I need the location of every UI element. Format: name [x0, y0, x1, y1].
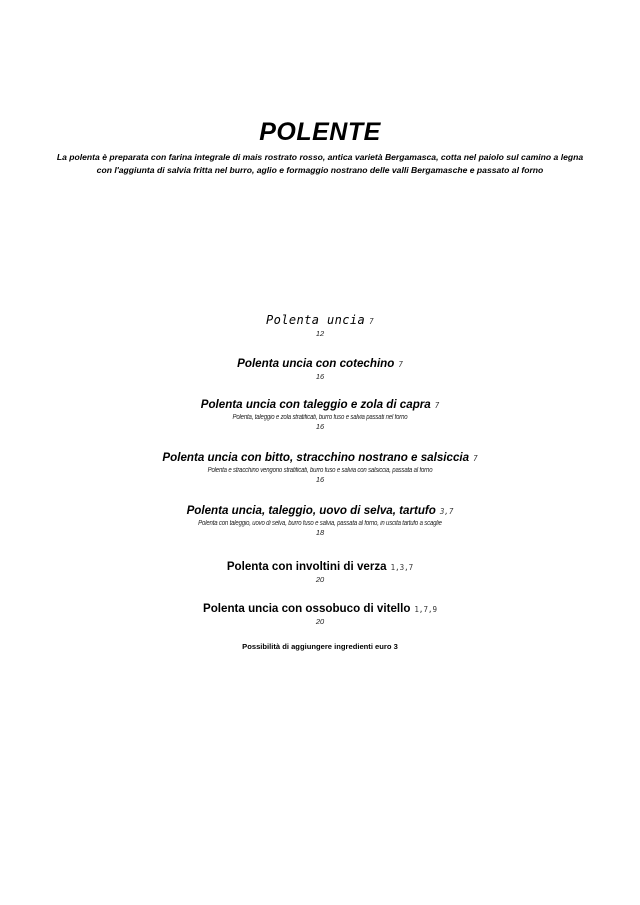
menu-item-price: 20 [315, 617, 325, 626]
menu-item-name [0, 601, 640, 617]
menu-item-involtini-verza [0, 559, 640, 584]
extra-ingredients-note: Possibilità di aggiungere ingredienti euro 3 [242, 642, 398, 651]
allergen-codes: 7 [398, 360, 403, 369]
allergen-codes: 7 [369, 317, 375, 326]
page-title: POLENTE [259, 118, 381, 146]
menu-item-bitto-stracchino [0, 450, 640, 484]
item-name-text: Polenta uncia [265, 313, 366, 327]
menu-item-cotechino [0, 356, 640, 381]
menu-item-description: Polenta con taleggio, uovo di selva, burro fuso e salvia, passata al forno, in uscita tartufo a scaglie [198, 520, 442, 527]
item-name-text: Polenta uncia con ossobuco di vitello [202, 602, 411, 615]
intro-text [40, 151, 600, 176]
item-name-text: Polenta con involtini di verza [226, 560, 387, 573]
intro-line-2: con l'aggiunta di salvia fritta nel burro, aglio e formaggio nostrano delle valli Bergamasche e passato al forno [96, 164, 544, 175]
menu-item-tartufo [0, 503, 640, 537]
menu-item-description: Polenta e stracchino vengono stratificati, burro fuso e salvia con salsiccia, passata al forno [207, 467, 433, 474]
menu-item-price: 18 [315, 528, 325, 537]
menu-item-price: 16 [315, 422, 325, 431]
allergen-codes: 1,7,9 [414, 605, 437, 614]
allergen-codes: 3,7 [439, 507, 454, 516]
menu-item-price: 20 [315, 575, 325, 584]
menu-item-taleggio-zola [0, 397, 640, 431]
allergen-codes: 1,3,7 [390, 563, 414, 572]
menu-item-name [0, 356, 640, 372]
allergen-codes: 7 [473, 454, 478, 463]
menu-item-description: Polenta, taleggio e zola stratificati, burro fuso e salvia passati nel forno [232, 414, 408, 421]
menu-item-ossobuco [0, 601, 640, 626]
menu-item-price: 16 [315, 372, 325, 381]
allergen-codes: 7 [434, 401, 440, 410]
menu-item-polenta-uncia [0, 313, 640, 338]
menu-item-price: 16 [315, 475, 325, 484]
menu-item-name [0, 503, 640, 519]
intro-line-1: La polenta è preparata con farina integrale di mais rostrato rosso, antica varietà Bergamasca, cotta nel paiolo sul camino a legna [56, 152, 584, 162]
menu-item-name [0, 397, 640, 413]
menu-item-name [0, 559, 640, 575]
item-name-text: Polenta uncia con taleggio e zola di capra [200, 398, 431, 411]
item-name-text: Polenta uncia con cotechino [237, 357, 395, 370]
menu-item-name [0, 313, 640, 329]
menu-item-name [0, 450, 640, 466]
item-name-text: Polenta uncia, taleggio, uovo di selva, tartufo [186, 504, 436, 517]
menu-item-price: 12 [315, 329, 325, 338]
item-name-text: Polenta uncia con bitto, stracchino nostrano e salsiccia [162, 451, 470, 464]
